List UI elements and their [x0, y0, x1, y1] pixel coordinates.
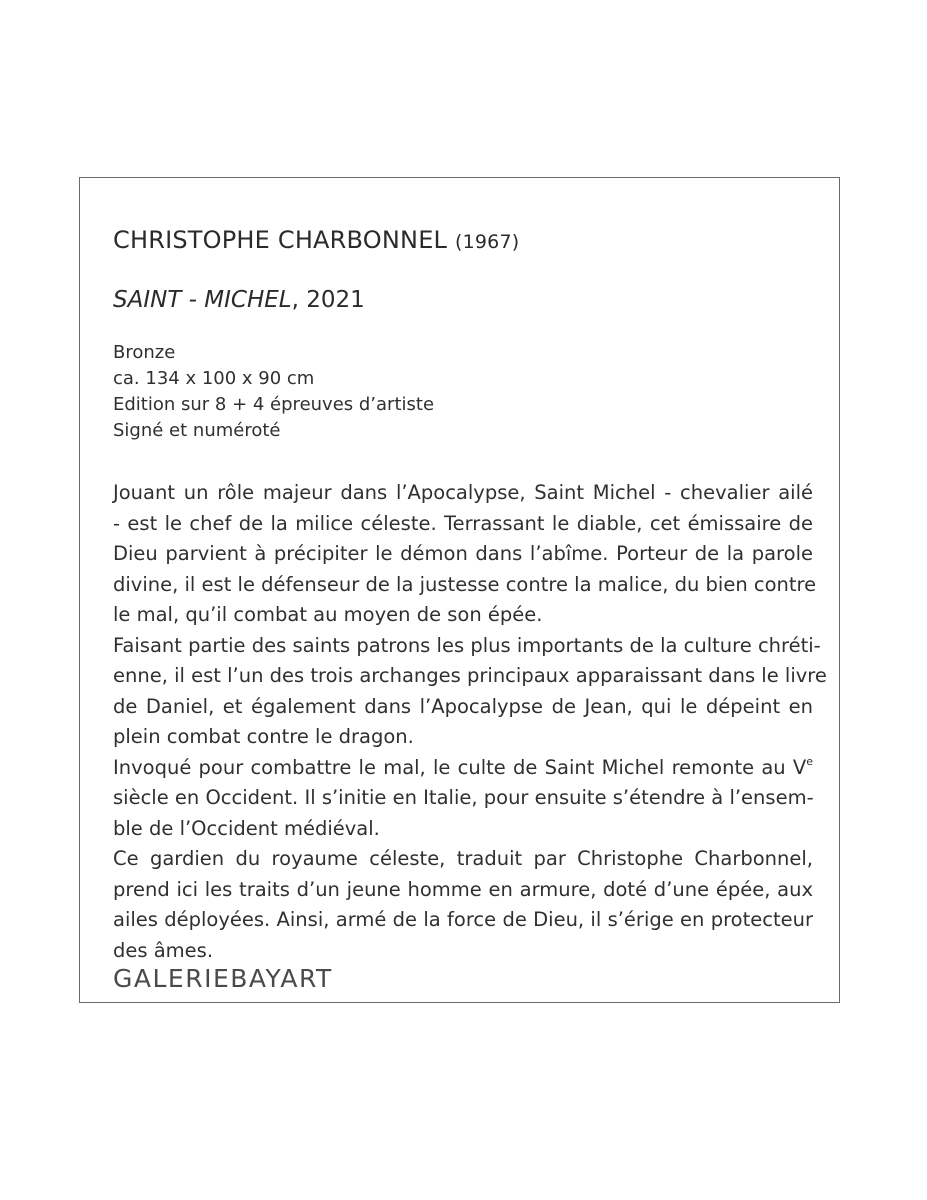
detail-signature: Signé et numéroté — [113, 420, 281, 441]
artist-years: (1967) — [454, 231, 520, 253]
detail-edition: Edition sur 8 + 4 épreuves d’artiste — [113, 394, 435, 415]
description-line: Faisant partie des saints patrons les plus importants de la culture chréti- — [113, 633, 821, 657]
description-paragraph-2 — [113, 631, 827, 753]
description-line: Dieu parvient à précipiter le démon dans l’abîme. Porteur de la parole — [113, 542, 813, 565]
work-title-heading — [113, 287, 365, 313]
description-line: ble de l’Occident médiéval. — [113, 816, 380, 840]
description-line: des âmes. — [113, 938, 214, 962]
description-line: enne, il est l’un des trois archanges principaux apparaissant dans le livre — [113, 664, 827, 687]
description-paragraph-3 — [113, 753, 813, 845]
description-paragraph-1 — [113, 478, 817, 631]
superscript: e — [806, 754, 813, 768]
artist-heading — [113, 226, 519, 254]
description-line: ailes déployées. Ainsi, armé de la force de Dieu, il s’érige en protecteur — [113, 908, 813, 931]
detail-material: Bronze — [113, 342, 176, 363]
description-paragraph-4 — [113, 844, 813, 966]
description — [113, 478, 827, 966]
description-line: siècle en Occident. Il s’initie en Italie, pour ensuite s’étendre à l’ensem- — [113, 786, 814, 809]
work-title: SAINT - MICHEL — [113, 287, 292, 313]
artist-name: CHRISTOPHE CHARBONNEL — [113, 226, 448, 254]
description-text: Invoqué pour combattre le mal, le culte de Saint Michel remonte au V — [113, 755, 807, 779]
description-line: Ce gardien du royaume céleste, traduit par Christophe Charbonnel, — [113, 847, 813, 870]
description-line: de Daniel, et également dans l’Apocalypse de Jean, qui le dépeint en — [113, 694, 813, 718]
gallery-logo: GALERIEBAYART — [113, 964, 333, 993]
work-year: , 2021 — [291, 287, 365, 313]
artwork-label-card — [79, 177, 840, 1003]
description-line: prend ici les traits d’un jeune homme en armure, doté d’une épée, aux — [113, 877, 813, 901]
description-line — [113, 753, 813, 784]
description-line: divine, il est le défenseur de la justesse contre la malice, du bien contre — [113, 572, 817, 596]
description-line: Jouant un rôle majeur dans l’Apocalypse, Saint Michel - chevalier ailé — [113, 481, 813, 504]
detail-dimensions: ca. 134 x 100 x 90 cm — [113, 368, 315, 389]
work-details — [113, 340, 434, 444]
description-line: plein combat contre le dragon. — [113, 725, 414, 748]
description-line: le mal, qu’il combat au moyen de son épée. — [113, 603, 543, 626]
description-line: - est le chef de la milice céleste. Terrassant le diable, cet émissaire de — [113, 511, 813, 535]
